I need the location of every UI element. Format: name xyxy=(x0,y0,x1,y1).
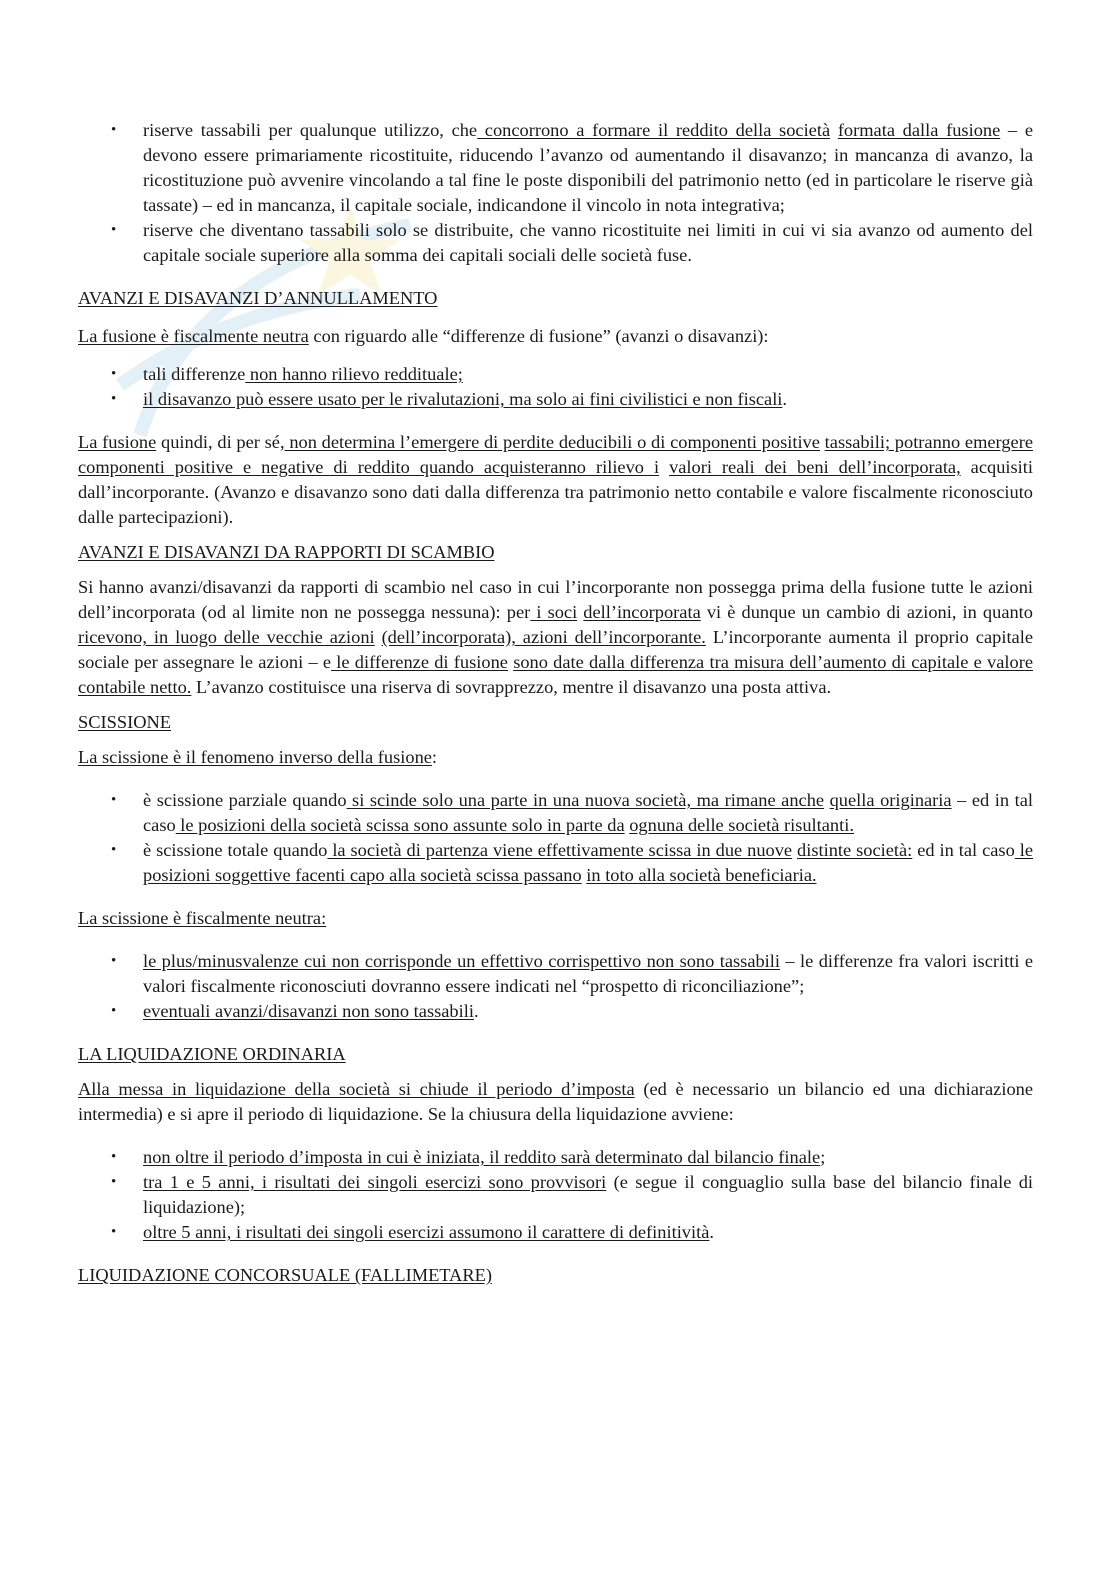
paragraph xyxy=(78,745,1033,770)
text-run xyxy=(830,120,838,140)
text-run: : xyxy=(431,747,438,767)
text-run: vi è dunque un cambio di azioni, in quanto xyxy=(700,602,1033,622)
list-item xyxy=(78,118,1033,218)
text-run: (ed è necessario un bilancio ed una dichiarazione intermedia) e si apre il periodo di liquidazione. Se la chiusura della liquidazione avviene: xyxy=(78,1079,1034,1124)
underlined-run: quella originaria xyxy=(829,790,952,810)
text-run: riserve tassabili per qualunque utilizzo, che xyxy=(143,120,478,140)
list-item xyxy=(78,1220,1033,1245)
underlined-run: le posizioni soggettive facenti capo alla società scissa passano xyxy=(143,840,1033,885)
paragraph xyxy=(78,324,1033,349)
underlined-run: La fusione è fiscalmente neutra xyxy=(78,326,309,346)
bullet-glyph: • xyxy=(111,953,117,969)
underlined-run: non determina l’emergere di perdite deducibili o di componenti positive xyxy=(284,432,820,452)
text-run: (e segue il conguaglio sulla base del bilancio finale di liquidazione); xyxy=(143,1172,1033,1217)
bullet-glyph: • xyxy=(111,122,117,138)
bullet-glyph: • xyxy=(111,366,117,382)
heading-scissione: SCISSIONE xyxy=(78,712,171,732)
heading-avanzi-scambio: AVANZI E DISAVANZI DA RAPPORTI DI SCAMBIO xyxy=(78,542,495,562)
list-item xyxy=(78,387,1033,412)
bullet-glyph: • xyxy=(111,792,117,808)
underlined-run: non hanno rilievo reddituale; xyxy=(245,364,463,384)
text-run: è scissione parziale quando xyxy=(143,790,347,810)
list-item xyxy=(78,788,1033,838)
list-item xyxy=(78,999,1033,1024)
underlined-run: tra 1 e 5 anni, i risultati dei singoli esercizi sono provvisori xyxy=(143,1172,607,1192)
underlined-run: La scissione è fiscalmente neutra: xyxy=(78,908,327,928)
text-run: quindi, di per sé, xyxy=(156,432,285,452)
bullet-glyph: • xyxy=(111,1174,117,1190)
list-item xyxy=(78,1145,1033,1170)
text-run: ; xyxy=(820,1147,826,1167)
list-item xyxy=(78,1170,1033,1220)
underlined-run: le plus/minusvalenze cui non corrisponde un effettivo corrispettivo non sono tassabili xyxy=(143,951,781,971)
underlined-run: distinte società: xyxy=(797,840,913,860)
underlined-run: concorrono a formare il reddito della società xyxy=(477,120,831,140)
section-riserve-list xyxy=(78,118,1033,268)
paragraph xyxy=(78,906,1033,931)
text-run: con riguardo alle “differenze di fusione” (avanzi o disavanzi): xyxy=(308,326,769,346)
underlined-run: eventuali avanzi/disavanzi non sono tassabili xyxy=(143,1001,474,1021)
text-run xyxy=(375,627,382,647)
paragraph xyxy=(78,575,1033,700)
avanzi-annullamento-list xyxy=(78,362,1033,412)
heading-liquidazione-concorsuale: LIQUIDAZIONE CONCORSUALE (FALLIMETARE) xyxy=(78,1265,492,1285)
underlined-run: (dell’incorporata), azioni dell’incorporante. xyxy=(381,627,706,647)
list-item xyxy=(78,838,1033,888)
bullet-glyph: • xyxy=(111,842,117,858)
underlined-run: il disavanzo può essere usato per le rivalutazioni, ma solo ai fini civilistici e non fiscali xyxy=(143,389,783,409)
list-item xyxy=(78,218,1033,268)
underlined-run: tassabili; potranno emergere componenti positive e negative di reddito quando acquisteranno rilievo i xyxy=(78,432,1033,477)
underlined-run: La scissione è il fenomeno inverso della fusione xyxy=(78,747,432,767)
bullet-glyph: • xyxy=(111,391,117,407)
liquidazione-list xyxy=(78,1145,1033,1245)
underlined-run: ricevono, in luogo delle vecchie azioni xyxy=(78,627,375,647)
underlined-run: ognuna delle società risultanti. xyxy=(629,815,854,835)
scissione-types-list xyxy=(78,788,1033,888)
document-page xyxy=(78,118,1033,1288)
text-run: ed in tal caso xyxy=(912,840,1015,860)
text-run: è scissione totale quando xyxy=(143,840,328,860)
underlined-run: le differenze di fusione xyxy=(331,652,508,672)
text-run xyxy=(659,457,669,477)
text-run: – ed in tal caso xyxy=(143,790,1033,835)
text-run: . xyxy=(709,1222,714,1242)
text-run: – e devono essere primariamente ricostituite, riducendo l’avanzo od aumentando il disavanzo; in mancanza di avanzo, la ricostituzione può avvenire vincolando a tal fine le poste disponibili del patrimonio netto (ed in particolare le riserve già tassate) – ed in mancanza, il capitale sociale, indicandone il vincolo in nota integrativa; xyxy=(143,120,1033,215)
underlined-run: in toto alla società beneficiaria. xyxy=(586,865,817,885)
underlined-run: la società di partenza viene effettivamente scissa in due nuove xyxy=(327,840,793,860)
bullet-glyph: • xyxy=(111,1149,117,1165)
list-item xyxy=(78,362,1033,387)
bullet-glyph: • xyxy=(111,1224,117,1240)
text-run: riserve che diventano tassabili solo se distribuite, che vanno ricostituite nei limiti in cui vi sia avanzo od aumento del capitale sociale superiore alla somma dei capitali sociali delle società fuse. xyxy=(143,220,1033,265)
text-run: tali differenze xyxy=(143,364,246,384)
underlined-run: La fusione xyxy=(78,432,157,452)
heading-avanzi-annullamento: AVANZI E DISAVANZI D’ANNULLAMENTO xyxy=(78,288,438,308)
heading-liquidazione-ordinaria: LA LIQUIDAZIONE ORDINARIA xyxy=(78,1044,346,1064)
text-run: L’incorporante aumenta il proprio capitale sociale per assegnare le azioni – e xyxy=(78,627,1033,672)
bullet-glyph: • xyxy=(111,1003,117,1019)
underlined-run: le posizioni della società scissa sono assunte solo in parte da xyxy=(175,815,625,835)
scissione-neutra-list xyxy=(78,949,1033,1024)
text-run: L’avanzo costituisce una riserva di sovrapprezzo, mentre il disavanzo una posta attiva. xyxy=(191,677,832,697)
underlined-run: non oltre il periodo d’imposta in cui è iniziata, il reddito sarà determinato dal bilancio finale xyxy=(143,1147,821,1167)
underlined-run: valori reali dei beni dell’incorporata, xyxy=(669,457,961,477)
bullet-glyph: • xyxy=(111,222,117,238)
text-run: acquisiti dall’incorporante. (Avanzo e disavanzo sono dati dalla differenza tra patrimonio netto contabile e valore fiscalmente riconosciuto dalle partecipazioni). xyxy=(78,457,1033,527)
underlined-run: i soci xyxy=(530,602,578,622)
underlined-run: sono date dalla differenza tra misura dell’aumento di capitale e valore contabile netto. xyxy=(78,652,1033,697)
text-run: . xyxy=(782,389,788,409)
text-run: Si hanno avanzi/disavanzi da rapporti di scambio nel caso in cui l’incorporante non possegga prima della fusione tutte le azioni dell’incorporata (od al limite non ne possegga nessuna): per xyxy=(78,577,1033,622)
text-run: . xyxy=(473,1001,479,1021)
underlined-run: formata dalla fusione xyxy=(837,120,1001,140)
paragraph xyxy=(78,1077,1033,1127)
underlined-run: Alla messa in liquidazione della società si chiude il periodo d’imposta xyxy=(78,1079,635,1099)
underlined-run: dell’incorporata xyxy=(583,602,701,622)
paragraph xyxy=(78,430,1033,530)
underlined-run: si scinde solo una parte in una nuova società, ma rimane anche xyxy=(346,790,825,810)
list-item xyxy=(78,949,1033,999)
text-run: – le differenze fra valori iscritti e valori fiscalmente riconosciuti dovranno essere indicati nel “prospetto di riconciliazione”; xyxy=(143,951,1033,996)
underlined-run: oltre 5 anni, i risultati dei singoli esercizi assumono il carattere di definitività xyxy=(143,1222,710,1242)
